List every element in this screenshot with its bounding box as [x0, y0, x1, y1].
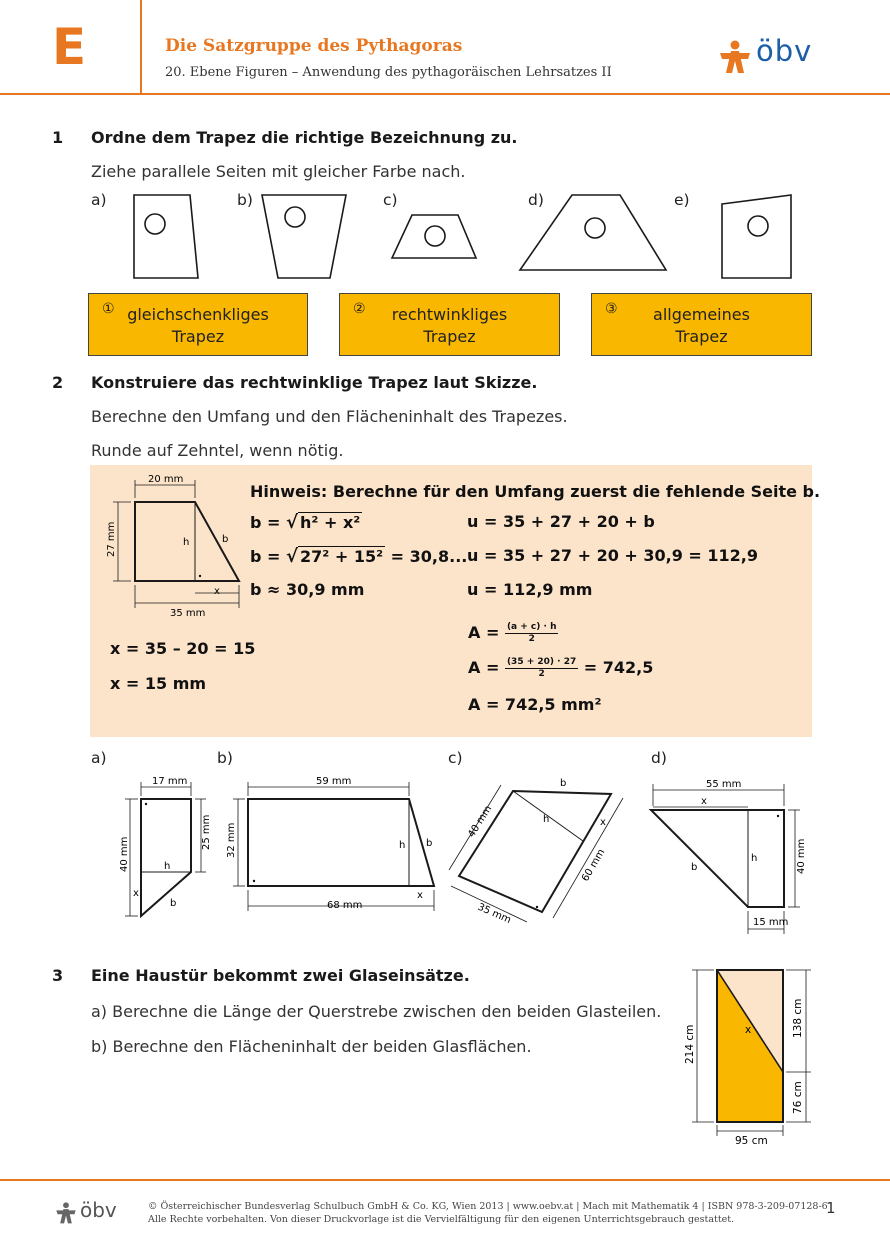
fig-d-bottom: 15 mm [753, 917, 789, 928]
fig-c-h: h [543, 814, 550, 825]
footer-rule [0, 1179, 890, 1181]
hint-b1 [250, 512, 362, 533]
footer-text [148, 1200, 828, 1226]
sketch-h-label: h [183, 537, 190, 548]
fig-a-h: h [164, 861, 171, 872]
section-letter: E [52, 18, 87, 76]
badge-3: ③ [605, 301, 618, 317]
hint-b2-pre: b = [250, 547, 286, 566]
task1-number: 1 [52, 128, 64, 147]
hole-e [748, 216, 768, 236]
hint-b2-root: 27² + 15² [300, 547, 384, 566]
hint-b3: b ≈ 30,9 mm [250, 580, 365, 599]
task2-number: 2 [52, 373, 64, 392]
fig-c-b: b [560, 778, 567, 789]
hint-sketch [90, 465, 260, 630]
hole-a [145, 214, 165, 234]
hint-u1: u = 35 + 27 + 20 + b [467, 512, 655, 531]
page-subtitle: 20. Ebene Figuren – Anwendung des pythagoräischen Lehrsatzes II [165, 65, 612, 80]
box3-line2: Trapez [675, 327, 728, 346]
frac-a2-num: (35 + 20) · 27 [506, 657, 577, 667]
trapezoid-d [520, 195, 666, 270]
hint-a2-pre: A = [468, 658, 505, 677]
hint-a1-pre: A = [468, 623, 505, 642]
sketch-bottom-label: 35 mm [170, 608, 206, 619]
fig-b-x: x [417, 890, 423, 901]
frac-a2-den: 2 [538, 669, 545, 679]
hint-title: Hinweis: Berechne für den Umfang zuerst die fehlende Seite b. [250, 482, 821, 501]
task1-label-b: b) [237, 191, 253, 209]
figure-d [645, 770, 820, 940]
fig-b-b: b [426, 838, 433, 849]
fig-c-right: 60 mm [580, 847, 608, 884]
fig-c-left: 40 mm [466, 803, 495, 840]
fraction-a2 [505, 657, 578, 680]
logo-text: öbv [756, 34, 813, 68]
fig-b-left: 32 mm [226, 822, 237, 858]
label-box-isosceles[interactable] [88, 293, 308, 356]
task1-label-d: d) [528, 191, 544, 209]
door-figure [670, 960, 820, 1160]
task3-b: b) Berechne den Flächeninhalt der beiden Glasflächen. [91, 1037, 532, 1056]
hint-u3: u = 112,9 mm [467, 580, 593, 599]
fig-d-top: 55 mm [706, 779, 742, 790]
box2-line2: Trapez [423, 327, 476, 346]
fig-a-left: 40 mm [119, 836, 130, 872]
sqrt-icon: √ [286, 512, 299, 533]
hint-x2: x = 15 mm [110, 674, 207, 693]
page-title: Die Satzgruppe des Pythagoras [165, 36, 463, 56]
door-height: 214 cm [684, 1024, 696, 1064]
label-box-right[interactable] [339, 293, 560, 356]
task1-shapes [0, 180, 890, 290]
fig-c-bottom: 35 mm [475, 901, 513, 927]
sqrt-icon: √ [286, 546, 299, 567]
task2-label-d: d) [651, 749, 667, 767]
trapezoid-b [262, 195, 346, 278]
hole-b [285, 207, 305, 227]
hint-u2: u = 35 + 27 + 20 + 30,9 = 112,9 [467, 546, 759, 565]
door-width: 95 cm [735, 1135, 768, 1147]
badge-2: ② [353, 301, 366, 317]
task2-line2: Runde auf Zehntel, wenn nötig. [91, 441, 344, 460]
footer-logo-text: öbv [80, 1198, 117, 1222]
trapezoid-c [392, 215, 476, 258]
fraction-a1 [505, 622, 559, 645]
sketch-top-label: 20 mm [148, 474, 184, 485]
task2-label-c: c) [448, 749, 463, 767]
task2-label-b: b) [217, 749, 233, 767]
hint-b2-post: = 30,8... [385, 547, 468, 566]
fig-d-right: 40 mm [796, 838, 807, 874]
task3-title: Eine Haustür bekommt zwei Glaseinsätze. [91, 966, 470, 985]
fig-d-h: h [751, 853, 758, 864]
hint-a3: A = 742,5 mm² [468, 695, 602, 714]
fig-d-x: x [701, 796, 707, 807]
figure-c [445, 770, 645, 942]
box3-line1: allgemeines [653, 305, 750, 324]
door-upper: 138 cm [792, 998, 804, 1038]
hole-c [425, 226, 445, 246]
sketch-x-label: x [214, 586, 220, 597]
fig-d-b: b [691, 862, 698, 873]
footer-line1: © Österreichischer Bundesverlag Schulbuch GmbH & Co. KG, Wien 2013 | www.oebv.at | Mach mit Mathematik 4 | ISBN 978-3-209-07128-6 [148, 1201, 828, 1212]
fig-a-x: x [133, 888, 139, 899]
task3-a: a) Berechne die Länge der Querstrebe zwischen den beiden Glasteilen. [91, 1002, 662, 1021]
footer-line2: Alle Rechte vorbehalten. Von dieser Druckvorlage ist die Vervielfältigung für den eigenen Unterrichtsgebrauch gestattet. [148, 1214, 735, 1225]
header-divider [140, 0, 142, 93]
door-lower: 76 cm [792, 1081, 804, 1114]
task2-line1: Berechne den Umfang und den Flächeninhalt des Trapezes. [91, 407, 568, 426]
fig-c-x: x [600, 817, 606, 828]
hole-d [585, 218, 605, 238]
hint-b2 [250, 546, 467, 567]
box1-line2: Trapez [171, 327, 225, 346]
task2-title: Konstruiere das rechtwinklige Trapez laut Skizze. [91, 373, 538, 392]
hint-a1 [468, 622, 558, 645]
star-logo-icon [55, 1202, 77, 1224]
task1-instruction: Ziehe parallele Seiten mit gleicher Farbe nach. [91, 162, 466, 181]
box1-line1: gleichschenkliges [127, 305, 269, 324]
label-box-general[interactable] [591, 293, 812, 356]
fig-a-top: 17 mm [152, 776, 188, 787]
header-rule [0, 93, 890, 95]
page-number: 1 [826, 1199, 836, 1217]
task1-title: Ordne dem Trapez die richtige Bezeichnung zu. [91, 128, 518, 147]
hint-x1: x = 35 – 20 = 15 [110, 639, 256, 658]
box2-line1: rechtwinkliges [391, 305, 508, 324]
task1-label-c: c) [383, 191, 398, 209]
fig-a-b: b [170, 898, 177, 909]
figure-b [220, 770, 450, 915]
hint-b1-root: h² + x² [300, 513, 361, 532]
fig-b-bottom: 68 mm [327, 900, 363, 911]
fig-b-h: h [399, 840, 406, 851]
sketch-left-label: 27 mm [106, 521, 117, 557]
frac-a1-num: (a + c) · h [506, 622, 557, 632]
task3-number: 3 [52, 966, 64, 985]
fig-a-right: 25 mm [201, 814, 212, 850]
hint-a2 [468, 657, 653, 680]
door-x: x [745, 1024, 752, 1036]
task1-label-e: e) [674, 191, 690, 209]
task2-label-a: a) [91, 749, 107, 767]
hint-a2-post: = 742,5 [578, 658, 654, 677]
task1-label-a: a) [91, 191, 107, 209]
figure-a [100, 770, 220, 925]
hint-b1-pre: b = [250, 513, 286, 532]
fig-b-top: 59 mm [316, 776, 352, 787]
frac-a1-den: 2 [528, 634, 535, 644]
sketch-b-label: b [222, 534, 229, 545]
badge-1: ① [102, 301, 115, 317]
trapezoid-a [134, 195, 198, 278]
star-logo-icon [718, 40, 752, 74]
